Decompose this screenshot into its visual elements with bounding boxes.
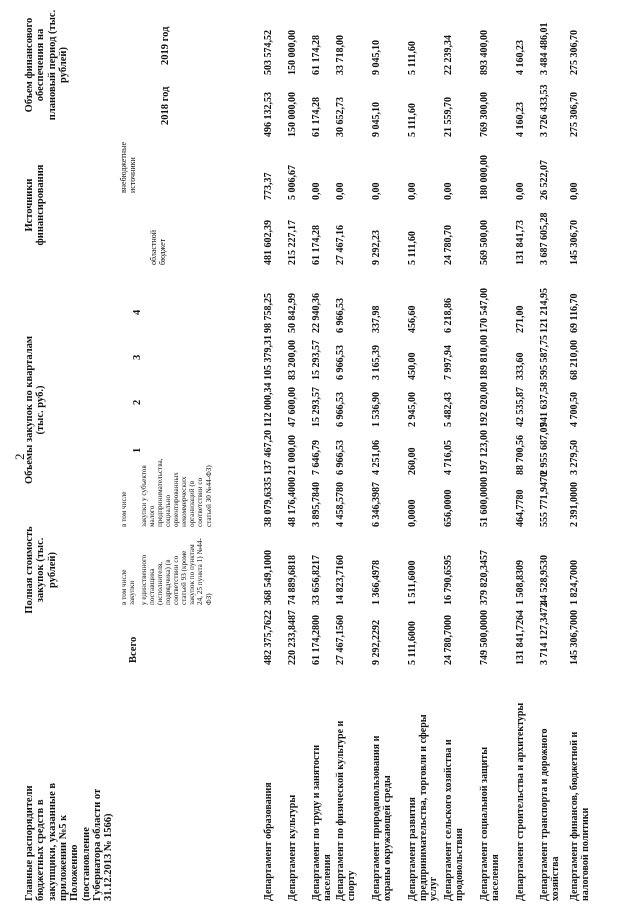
- cell-extra: 0,00: [443, 182, 454, 200]
- cell-smp: 555 771,9470: [539, 472, 550, 527]
- cell-q3: 15 293,57: [311, 340, 322, 380]
- cell-smp: 38 079,6335: [263, 477, 274, 527]
- cell-regional: 61 174,28: [311, 225, 322, 265]
- row-name: Департамент развития предпринимательства, торговли и сферы услуг: [407, 714, 440, 901]
- cell-q1: 137 467,20: [263, 430, 274, 475]
- header-incl-single-label: в том числе закупки: [120, 569, 137, 605]
- header-incl-single-text: у единственного поставщика (исполнителя, подрядчика) (в соответствии со статьей 93 (кроме закупок по пунктам 24, 25 пункта 1) №44-ФЗ): [140, 538, 213, 605]
- cell-single: 1 508,8309: [515, 560, 526, 605]
- cell-q1: 4 716,05: [443, 440, 454, 475]
- cell-extra: 0,00: [311, 182, 322, 200]
- cell-single: 368 549,1000: [263, 550, 274, 605]
- row-name: Департамент природопользования и охраны окружающей среды: [371, 735, 393, 901]
- page-number: 2: [12, 453, 27, 460]
- cell-smp: 656,0000: [443, 489, 454, 527]
- cell-q1: 3 279,50: [569, 440, 580, 475]
- cell-total: 220 233,8487: [287, 610, 298, 665]
- cell-y2018: 4 160,23: [515, 102, 526, 137]
- cell-y2018: 61 174,28: [311, 97, 322, 137]
- cell-y2019: 150 000,00: [287, 30, 298, 75]
- row-name: Департамент транспорта и дорожного хозяйства: [539, 728, 561, 901]
- cell-q4: 456,60: [407, 305, 418, 333]
- cell-total: 9 292,2292: [371, 620, 382, 665]
- cell-single: 33 656,8217: [311, 555, 322, 605]
- cell-single: 44 528,9530: [539, 555, 550, 605]
- cell-y2019: 503 574,52: [263, 30, 274, 75]
- row-name: Департамент по физической культуре и спорту: [335, 720, 357, 901]
- cell-total: 27 467,1560: [335, 615, 346, 665]
- cell-single: 14 823,7160: [335, 555, 346, 605]
- cell-total: 145 306,7000: [569, 610, 580, 665]
- header-planned: Объем финансового обеспечения на плановый период (тыс. рублей): [24, 9, 69, 121]
- cell-y2018: 9 045,10: [371, 102, 382, 137]
- cell-q2: 6 966,53: [335, 392, 346, 427]
- cell-y2019: 893 400,00: [479, 30, 490, 75]
- cell-q3: 189 810,00: [479, 335, 490, 380]
- cell-extra: 180 000,00: [479, 155, 490, 200]
- cell-y2019: 22 239,34: [443, 35, 454, 75]
- cell-smp: 48 176,4000: [287, 477, 298, 527]
- row-name: Департамент по труду и занятости населения: [311, 744, 333, 901]
- cell-regional: 215 227,17: [287, 220, 298, 265]
- cell-q2: 2 945,00: [407, 392, 418, 427]
- cell-q1: 260,00: [407, 447, 418, 475]
- cell-extra: 26 522,07: [539, 160, 550, 200]
- cell-regional: 3 687 605,28: [539, 212, 550, 265]
- cell-y2019: 5 111,60: [407, 41, 418, 75]
- cell-y2018: 21 559,70: [443, 97, 454, 137]
- cell-q3: 333,60: [515, 352, 526, 380]
- cell-q3: 3 165,39: [371, 345, 382, 380]
- cell-regional: 145 306,70: [569, 220, 580, 265]
- cell-regional: 9 292,23: [371, 230, 382, 265]
- cell-q1: 2 955 687,07: [539, 422, 550, 475]
- cell-total: 3 714 127,3472: [539, 602, 550, 665]
- header-sources: Источники финансирования: [24, 164, 47, 246]
- cell-q3: 6 966,53: [335, 345, 346, 380]
- cell-q4: 337,98: [371, 305, 382, 333]
- header-q1: 1: [132, 447, 143, 453]
- cell-y2018: 150 000,00: [287, 92, 298, 137]
- header-extrabudget: внебюджетные источники: [119, 142, 137, 193]
- cell-q4: 271,00: [515, 305, 526, 333]
- cell-q2: 192 020,00: [479, 382, 490, 427]
- header-quarterly: Объемы закупок по кварталам (тыс. руб.): [24, 335, 47, 485]
- cell-q2: 15 293,57: [311, 387, 322, 427]
- cell-regional: 5 111,60: [407, 231, 418, 265]
- cell-smp: 4 458,5780: [335, 482, 346, 527]
- cell-q4: 6 218,86: [443, 298, 454, 333]
- cell-q1: 6 966,53: [335, 440, 346, 475]
- header-q2: 2: [132, 399, 143, 405]
- cell-q3: 68 210,00: [569, 340, 580, 380]
- cell-y2018: 496 132,53: [263, 92, 274, 137]
- cell-regional: 27 467,16: [335, 225, 346, 265]
- cell-smp: 2 391,0000: [569, 482, 580, 527]
- header-y2019: 2019 год: [160, 26, 171, 65]
- cell-q2: 47 600,00: [287, 387, 298, 427]
- cell-total: 749 500,0000: [479, 610, 490, 665]
- row-name: Департамент культуры: [287, 794, 298, 901]
- cell-y2019: 3 484 486,01: [539, 22, 550, 75]
- cell-q2: 5 482,43: [443, 392, 454, 427]
- cell-regional: 131 841,73: [515, 220, 526, 265]
- cell-y2019: 275 306,70: [569, 30, 580, 75]
- cell-single: 379 820,3457: [479, 550, 490, 605]
- cell-q1: 21 000,00: [287, 435, 298, 475]
- cell-q4: 98 758,25: [263, 293, 274, 333]
- cell-q4: 170 547,00: [479, 288, 490, 333]
- cell-q2: 1 536,90: [371, 392, 382, 427]
- row-name: Департамент социальной защиты населения: [479, 746, 501, 901]
- cell-single: 16 790,6595: [443, 555, 454, 605]
- cell-total: 24 780,7000: [443, 615, 454, 665]
- header-q3: 3: [132, 354, 143, 360]
- cell-total: 131 841,7264: [515, 610, 526, 665]
- cell-q1: 197 123,00: [479, 430, 490, 475]
- cell-y2019: 9 045,10: [371, 40, 382, 75]
- header-full-cost: Полная стоимость закупок (тыс. рублей): [24, 526, 58, 614]
- cell-y2018: 275 306,70: [569, 92, 580, 137]
- cell-regional: 569 500,00: [479, 220, 490, 265]
- header-incl-smp-text: закупки у субъектов малого предпринимательства, социально ориентированных некоммерческих организаций (в соответствии со статьей 30 №44-ФЗ): [140, 458, 213, 527]
- header-incl-smp-label: в том числе: [120, 491, 128, 527]
- cell-smp: 0,0000: [407, 499, 418, 527]
- cell-q2: 42 535,87: [515, 387, 526, 427]
- cell-y2019: 4 160,23: [515, 40, 526, 75]
- cell-q1: 7 646,79: [311, 440, 322, 475]
- cell-y2018: 3 726 433,53: [539, 84, 550, 137]
- cell-y2019: 33 718,00: [335, 35, 346, 75]
- cell-total: 482 375,7622: [263, 610, 274, 665]
- cell-q2: 4 700,50: [569, 392, 580, 427]
- cell-extra: 5 006,67: [287, 165, 298, 200]
- cell-total: 5 111,6000: [407, 621, 418, 665]
- cell-regional: 481 602,39: [263, 220, 274, 265]
- cell-regional: 24 780,70: [443, 225, 454, 265]
- cell-single: 74 889,6818: [287, 555, 298, 605]
- cell-q4: 69 116,70: [569, 293, 580, 333]
- cell-q4: 6 966,53: [335, 298, 346, 333]
- cell-q4: 22 940,36: [311, 293, 322, 333]
- cell-q4: 50 842,99: [287, 293, 298, 333]
- cell-q1: 88 700,56: [515, 435, 526, 475]
- cell-q2: 941 637,58: [539, 382, 550, 427]
- cell-extra: 0,00: [569, 182, 580, 200]
- cell-q1: 4 251,06: [371, 440, 382, 475]
- header-col-names: Главные распорядители бюджетных средств в закупщики, указанные в приложении №5 к Положению (постановление Губернатора области от 31.12.2013 № 1566): [24, 782, 115, 901]
- cell-q4: 121 214,95: [539, 288, 550, 333]
- cell-q3: 105 379,31: [263, 335, 274, 380]
- cell-extra: 0,00: [371, 182, 382, 200]
- cell-smp: 464,7780: [515, 489, 526, 527]
- row-name: Департамент образования: [263, 782, 274, 901]
- cell-q3: 83 200,00: [287, 340, 298, 380]
- cell-q3: 595 587,75: [539, 335, 550, 380]
- cell-single: 1 366,4978: [371, 560, 382, 605]
- cell-single: 1 511,6000: [407, 560, 418, 605]
- cell-total: 61 174,2800: [311, 615, 322, 665]
- header-y2018: 2018 год: [160, 86, 171, 125]
- cell-y2018: 30 652,73: [335, 97, 346, 137]
- cell-y2018: 5 111,60: [407, 103, 418, 137]
- header-q4: 4: [132, 309, 143, 315]
- cell-q3: 450,00: [407, 352, 418, 380]
- cell-smp: 6 346,3987: [371, 482, 382, 527]
- cell-extra: 0,00: [407, 182, 418, 200]
- cell-extra: 0,00: [515, 182, 526, 200]
- cell-q2: 112 000,34: [263, 382, 274, 427]
- row-name: Департамент сельского хозяйства и продовольствия: [443, 739, 465, 901]
- row-name: Департамент финансов, бюджетной и налоговой политики: [569, 731, 591, 901]
- cell-smp: 51 600,0000: [479, 477, 490, 527]
- cell-smp: 3 895,7840: [311, 482, 322, 527]
- row-name: Департамент строительства и архитектуры: [515, 702, 526, 901]
- header-regional: областной бюджет: [149, 229, 167, 265]
- cell-extra: 0,00: [335, 182, 346, 200]
- cell-y2018: 769 300,00: [479, 92, 490, 137]
- cell-single: 1 824,7000: [569, 560, 580, 605]
- cell-y2019: 61 174,28: [311, 35, 322, 75]
- cell-q3: 7 997,94: [443, 345, 454, 380]
- cell-extra: 773,37: [263, 172, 274, 200]
- header-total: Всего: [128, 636, 139, 663]
